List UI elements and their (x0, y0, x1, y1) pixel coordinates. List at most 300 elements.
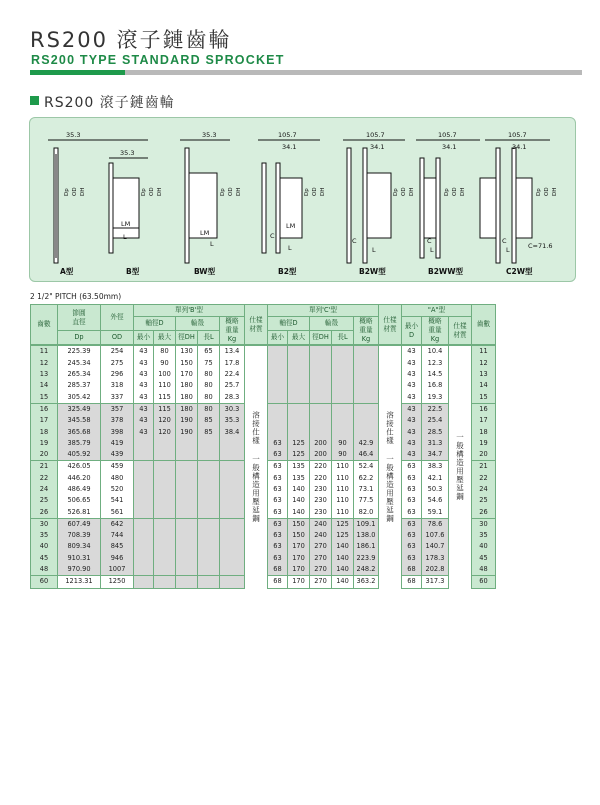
cell-c (310, 403, 332, 415)
cell-b (176, 438, 198, 449)
cell-a-weight: 12.3 (422, 358, 449, 369)
cell-a-min: 43 (402, 358, 422, 369)
cell-od: 254 (101, 345, 134, 357)
axis-a-dp: Dp (64, 188, 70, 196)
axis-b2ww-dh: DH (460, 187, 466, 196)
cell-c: 200 (310, 438, 332, 449)
cell-b (154, 530, 176, 541)
cell-a-min: 68 (402, 564, 422, 576)
cell-b (198, 576, 220, 588)
cell-a-min: 43 (402, 369, 422, 380)
cell-c: 140 (332, 576, 354, 588)
cell-b: 43 (134, 415, 154, 426)
th-dp: Dp (58, 331, 101, 346)
cell-teeth: 25 (31, 495, 58, 506)
cell-dp: 446.20 (58, 473, 101, 484)
th-c-hubdia: 徑DH (310, 331, 332, 346)
cell-c: 68 (268, 576, 288, 588)
cell-b (176, 553, 198, 564)
cell-teeth-right: 30 (472, 518, 496, 530)
cell-c: 68 (268, 564, 288, 576)
cell-a-weight: 107.6 (422, 530, 449, 541)
cell-teeth: 15 (31, 391, 58, 403)
cell-c (268, 358, 288, 369)
cell-b (220, 495, 245, 506)
cell-c: 150 (288, 530, 310, 541)
cell-teeth: 21 (31, 461, 58, 473)
cell-b: 80 (198, 403, 220, 415)
axis-bw-dp: Dp (220, 188, 226, 196)
cell-c: 140 (288, 506, 310, 518)
cell-od: 946 (101, 553, 134, 564)
cell-teeth-right: 26 (472, 506, 496, 518)
cell-b (134, 506, 154, 518)
cell-c (354, 358, 379, 369)
cell-c: 63 (268, 530, 288, 541)
cell-c: 82.0 (354, 506, 379, 518)
cell-c: 63 (268, 506, 288, 518)
th-c-weight-1: 概略 (359, 317, 373, 326)
cell-c: 140 (332, 564, 354, 576)
th-a-spec-2: 材質 (453, 330, 467, 339)
table-row (31, 345, 496, 357)
cell-b (134, 449, 154, 461)
th-c-max: 最大 (288, 331, 310, 346)
cell-b (154, 564, 176, 576)
cell-dp: 305.42 (58, 391, 101, 403)
dim-b2-inner: 34.1 (282, 143, 297, 151)
cell-teeth: 30 (31, 518, 58, 530)
cell-b: 85 (198, 426, 220, 437)
label-bw-lm: LM (200, 229, 210, 237)
cell-a-weight: 16.8 (422, 380, 449, 391)
cell-od: 439 (101, 449, 134, 461)
section-square-icon (30, 96, 39, 105)
cell-c: 170 (288, 564, 310, 576)
cell-c (354, 426, 379, 437)
th-a-spec (449, 317, 472, 346)
cell-b: 180 (176, 403, 198, 415)
cell-c: 63 (268, 553, 288, 564)
cell-b: 75 (198, 358, 220, 369)
sprocket-drawings (30, 118, 575, 281)
cell-a-min: 63 (402, 473, 422, 484)
cell-b (198, 449, 220, 461)
cell-c: 63 (268, 484, 288, 495)
cell-c (268, 426, 288, 437)
page-subtitle: RS200 TYPE STANDARD SPROCKET (31, 53, 285, 67)
cell-teeth: 35 (31, 530, 58, 541)
cell-a-weight: 34.7 (422, 449, 449, 461)
cell-c: 62.2 (354, 473, 379, 484)
cell-c: 270 (310, 553, 332, 564)
cell-b (220, 518, 245, 530)
cell-b (198, 506, 220, 518)
cell-teeth: 18 (31, 426, 58, 437)
label-b-l: L (123, 233, 127, 241)
cell-c: 46.4 (354, 449, 379, 461)
th-b-min: 最小 (134, 331, 154, 346)
cell-b (198, 530, 220, 541)
cell-b (198, 461, 220, 473)
cell-b: 130 (176, 345, 198, 357)
th-b-weight (220, 317, 245, 346)
cell-dp: 970.90 (58, 564, 101, 576)
cell-c (310, 415, 332, 426)
cell-b: 90 (154, 358, 176, 369)
cell-b (198, 473, 220, 484)
page-title: RS200 滾子鏈齒輪 (30, 28, 232, 52)
label-c2w-l: L (506, 246, 510, 254)
th-b-weight-2: 重量 (225, 326, 239, 335)
cell-b (220, 461, 245, 473)
cell-a-min: 63 (402, 484, 422, 495)
dim-b2ww-inner: 34.1 (442, 143, 457, 151)
cell-b: 150 (176, 358, 198, 369)
cell-a-weight: 14.5 (422, 369, 449, 380)
cell-c (288, 403, 310, 415)
th-a-min (402, 317, 422, 346)
dim-b2w: 105.7 (366, 131, 385, 139)
dim-a: 35.3 (66, 131, 81, 139)
cell-teeth: 19 (31, 438, 58, 449)
cell-a-min: 43 (402, 415, 422, 426)
cell-b: 80 (154, 345, 176, 357)
th-b-hubdia: 徑DH (176, 331, 198, 346)
cell-dp: 809.34 (58, 541, 101, 552)
cell-c: 140 (332, 553, 354, 564)
th-spec-b (245, 305, 268, 346)
cell-b: 120 (154, 426, 176, 437)
dim-b2w-inner: 34.1 (370, 143, 385, 151)
cell-c: 240 (310, 530, 332, 541)
cell-b (220, 438, 245, 449)
cell-b: 100 (154, 369, 176, 380)
axis-b-od: OD (149, 187, 155, 196)
cell-c (310, 391, 332, 403)
cell-b (220, 576, 245, 588)
cell-c: 170 (288, 553, 310, 564)
th-a-min-1: 最小 (404, 321, 419, 330)
cell-b: 38.4 (220, 426, 245, 437)
cell-teeth-right: 60 (472, 576, 496, 588)
cell-c (268, 369, 288, 380)
cell-a-min: 63 (402, 461, 422, 473)
label-b2-lm: LM (286, 222, 296, 230)
label-b2w-l: L (372, 246, 376, 254)
cell-b (154, 576, 176, 588)
axis-a-dh: DH (80, 187, 86, 196)
th-spec-c (379, 305, 402, 346)
cell-od: 378 (101, 415, 134, 426)
cell-b (198, 564, 220, 576)
cell-c (310, 426, 332, 437)
label-b2ww-l: L (430, 246, 434, 254)
th-a-weight-kg: Kg (430, 335, 440, 344)
cell-c (354, 391, 379, 403)
cell-b (154, 553, 176, 564)
cell-b (220, 484, 245, 495)
cell-a-min: 43 (402, 391, 422, 403)
cell-c (268, 403, 288, 415)
cell-b: 35.3 (220, 415, 245, 426)
cell-teeth: 26 (31, 506, 58, 518)
cell-a-weight: 19.3 (422, 391, 449, 403)
spec-table (30, 304, 496, 589)
cell-b (176, 576, 198, 588)
th-spec-b-1: 仕樣 (249, 315, 263, 324)
cell-c (288, 391, 310, 403)
cell-b (134, 518, 154, 530)
spec-table-body (31, 345, 496, 588)
th-a-weight-1: 概略 (428, 317, 442, 326)
cell-c: 230 (310, 484, 332, 495)
cell-b (134, 461, 154, 473)
axis-c2w-dh: DH (552, 187, 558, 196)
cell-b: 43 (134, 380, 154, 391)
cell-c (332, 369, 354, 380)
cell-od: 1007 (101, 564, 134, 576)
type-label-b2: B2型 (278, 267, 297, 276)
cell-a-weight: 25.4 (422, 415, 449, 426)
cell-teeth-right: 45 (472, 553, 496, 564)
cell-c: 63 (268, 541, 288, 552)
cell-teeth: 12 (31, 358, 58, 369)
cell-b: 13.4 (220, 345, 245, 357)
cell-teeth: 45 (31, 553, 58, 564)
cell-teeth: 40 (31, 541, 58, 552)
cell-od: 337 (101, 391, 134, 403)
cell-c: 110 (332, 495, 354, 506)
cell-dp: 708.39 (58, 530, 101, 541)
cell-c: 220 (310, 473, 332, 484)
cell-teeth-right: 18 (472, 426, 496, 437)
cell-c (354, 345, 379, 357)
cell-od: 642 (101, 518, 134, 530)
cell-dp: 426.05 (58, 461, 101, 473)
cell-b (220, 449, 245, 461)
cell-c (310, 380, 332, 391)
cell-c (354, 403, 379, 415)
cell-b: 17.8 (220, 358, 245, 369)
th-pitch-dia (58, 305, 101, 331)
cell-teeth-right: 17 (472, 415, 496, 426)
axis-b2w-dh: DH (409, 187, 415, 196)
dim-b2: 105.7 (278, 131, 297, 139)
cell-c: 220 (310, 461, 332, 473)
dim-c2w: 105.7 (508, 131, 527, 139)
cell-c (268, 415, 288, 426)
cell-teeth-right: 21 (472, 461, 496, 473)
cell-b: 80 (198, 391, 220, 403)
cell-dp: 910.31 (58, 553, 101, 564)
cell-b (198, 541, 220, 552)
cell-b: 80 (198, 380, 220, 391)
cell-a-spec: 一般構造用壓延鋼 (449, 345, 472, 588)
cell-teeth-right: 25 (472, 495, 496, 506)
cell-b (154, 541, 176, 552)
type-label-b: B型 (126, 267, 140, 276)
cell-od: 275 (101, 358, 134, 369)
cell-teeth: 13 (31, 369, 58, 380)
cell-c: 125 (332, 530, 354, 541)
cell-a-weight: 202.8 (422, 564, 449, 576)
th-c-weight-2: 重量 (359, 326, 373, 335)
cell-b (176, 449, 198, 461)
cell-a-weight: 22.5 (422, 403, 449, 415)
cell-teeth-right: 11 (472, 345, 496, 357)
type-label-bw: BW型 (194, 267, 216, 276)
cell-b (198, 484, 220, 495)
axis-a-od: OD (72, 187, 78, 196)
cell-teeth: 60 (31, 576, 58, 588)
cell-c (332, 426, 354, 437)
section-title: RS200 滾子鏈齒輪 (44, 95, 175, 111)
th-c-hub: 輪殼 (310, 317, 354, 331)
cell-b: 43 (134, 391, 154, 403)
dim-b: 35.3 (120, 149, 135, 157)
cell-c: 140 (288, 495, 310, 506)
cell-b (134, 495, 154, 506)
cell-a-min: 43 (402, 403, 422, 415)
cell-c (310, 369, 332, 380)
axis-b-dp: Dp (141, 188, 147, 196)
cell-b: 190 (176, 415, 198, 426)
cell-c: 150 (288, 518, 310, 530)
cell-teeth: 11 (31, 345, 58, 357)
cell-c: 248.2 (354, 564, 379, 576)
cell-c (288, 426, 310, 437)
cell-dp: 1213.31 (58, 576, 101, 588)
cell-teeth-right: 13 (472, 369, 496, 380)
cell-od: 459 (101, 461, 134, 473)
cell-c: 270 (310, 564, 332, 576)
cell-b: 120 (154, 415, 176, 426)
cell-c: 110 (332, 506, 354, 518)
cell-b: 22.4 (220, 369, 245, 380)
axis-b2-dh: DH (320, 187, 326, 196)
cell-c: 42.9 (354, 438, 379, 449)
cell-b (154, 449, 176, 461)
cell-od: 480 (101, 473, 134, 484)
cell-b (154, 495, 176, 506)
cell-dp: 265.34 (58, 369, 101, 380)
cell-a-weight: 50.3 (422, 484, 449, 495)
cell-b (154, 438, 176, 449)
type-label-b2ww: B2WW型 (428, 267, 463, 276)
cell-b (154, 473, 176, 484)
cell-b (198, 553, 220, 564)
cell-teeth: 20 (31, 449, 58, 461)
cell-b (176, 506, 198, 518)
th-a-type: "A"型 (402, 305, 472, 317)
cell-c: 230 (310, 495, 332, 506)
cell-b: 80 (198, 369, 220, 380)
cell-c: 125 (332, 518, 354, 530)
cell-c-spec: 溶接仕樣 一般構造用壓延鋼 (379, 345, 402, 588)
cell-b (220, 506, 245, 518)
dim-b2ww: 105.7 (438, 131, 457, 139)
cell-teeth: 48 (31, 564, 58, 576)
cell-b (176, 484, 198, 495)
axis-bw-od: OD (228, 187, 234, 196)
cell-dp: 345.58 (58, 415, 101, 426)
cell-b (134, 473, 154, 484)
cell-od: 419 (101, 438, 134, 449)
cell-b (154, 484, 176, 495)
cell-c: 170 (288, 541, 310, 552)
cell-a-weight: 38.3 (422, 461, 449, 473)
cell-teeth: 22 (31, 473, 58, 484)
cell-od: 845 (101, 541, 134, 552)
cell-c: 138.0 (354, 530, 379, 541)
cell-a-min: 43 (402, 345, 422, 357)
cell-teeth-right: 40 (472, 541, 496, 552)
cell-b (134, 576, 154, 588)
cell-c: 90 (332, 449, 354, 461)
cell-teeth-right: 22 (472, 473, 496, 484)
cell-c: 270 (310, 576, 332, 588)
th-a-min-2: D (408, 330, 415, 339)
cell-b (134, 438, 154, 449)
cell-teeth-right: 15 (472, 391, 496, 403)
cell-a-weight: 140.7 (422, 541, 449, 552)
cell-c: 63 (268, 473, 288, 484)
cell-c: 140 (332, 541, 354, 552)
cell-c (288, 369, 310, 380)
cell-b: 43 (134, 403, 154, 415)
cell-c: 140 (288, 484, 310, 495)
th-c-bore: 軸徑D (268, 317, 310, 331)
axis-b2w-od: OD (401, 187, 407, 196)
cell-teeth-right: 48 (472, 564, 496, 576)
type-label-a: A型 (60, 267, 74, 276)
cell-teeth: 24 (31, 484, 58, 495)
cell-dp: 245.34 (58, 358, 101, 369)
cell-c (288, 358, 310, 369)
cell-a-weight: 54.6 (422, 495, 449, 506)
label-b2-l: L (288, 244, 292, 252)
cell-b (154, 518, 176, 530)
cell-c: 109.1 (354, 518, 379, 530)
cell-c: 186.1 (354, 541, 379, 552)
cell-a-weight: 31.3 (422, 438, 449, 449)
cell-a-weight: 78.6 (422, 518, 449, 530)
cell-od: 561 (101, 506, 134, 518)
axis-c2w-dp: Dp (536, 188, 542, 196)
cell-b (198, 518, 220, 530)
cell-b (134, 541, 154, 552)
cell-c (332, 345, 354, 357)
cell-od: 744 (101, 530, 134, 541)
type-label-b2w: B2W型 (359, 267, 386, 276)
cell-c (332, 358, 354, 369)
dim-bw: 35.3 (202, 131, 217, 139)
cell-c (268, 345, 288, 357)
cell-c (332, 403, 354, 415)
cell-b (220, 541, 245, 552)
cell-b (176, 541, 198, 552)
cell-c: 110 (332, 461, 354, 473)
cell-a-min: 68 (402, 576, 422, 588)
cell-b (220, 473, 245, 484)
type-label-c2w: C2W型 (506, 267, 533, 276)
cell-teeth-right: 24 (472, 484, 496, 495)
cell-a-weight: 42.1 (422, 473, 449, 484)
cell-b: 115 (154, 403, 176, 415)
cell-c (268, 380, 288, 391)
cell-teeth-right: 12 (472, 358, 496, 369)
